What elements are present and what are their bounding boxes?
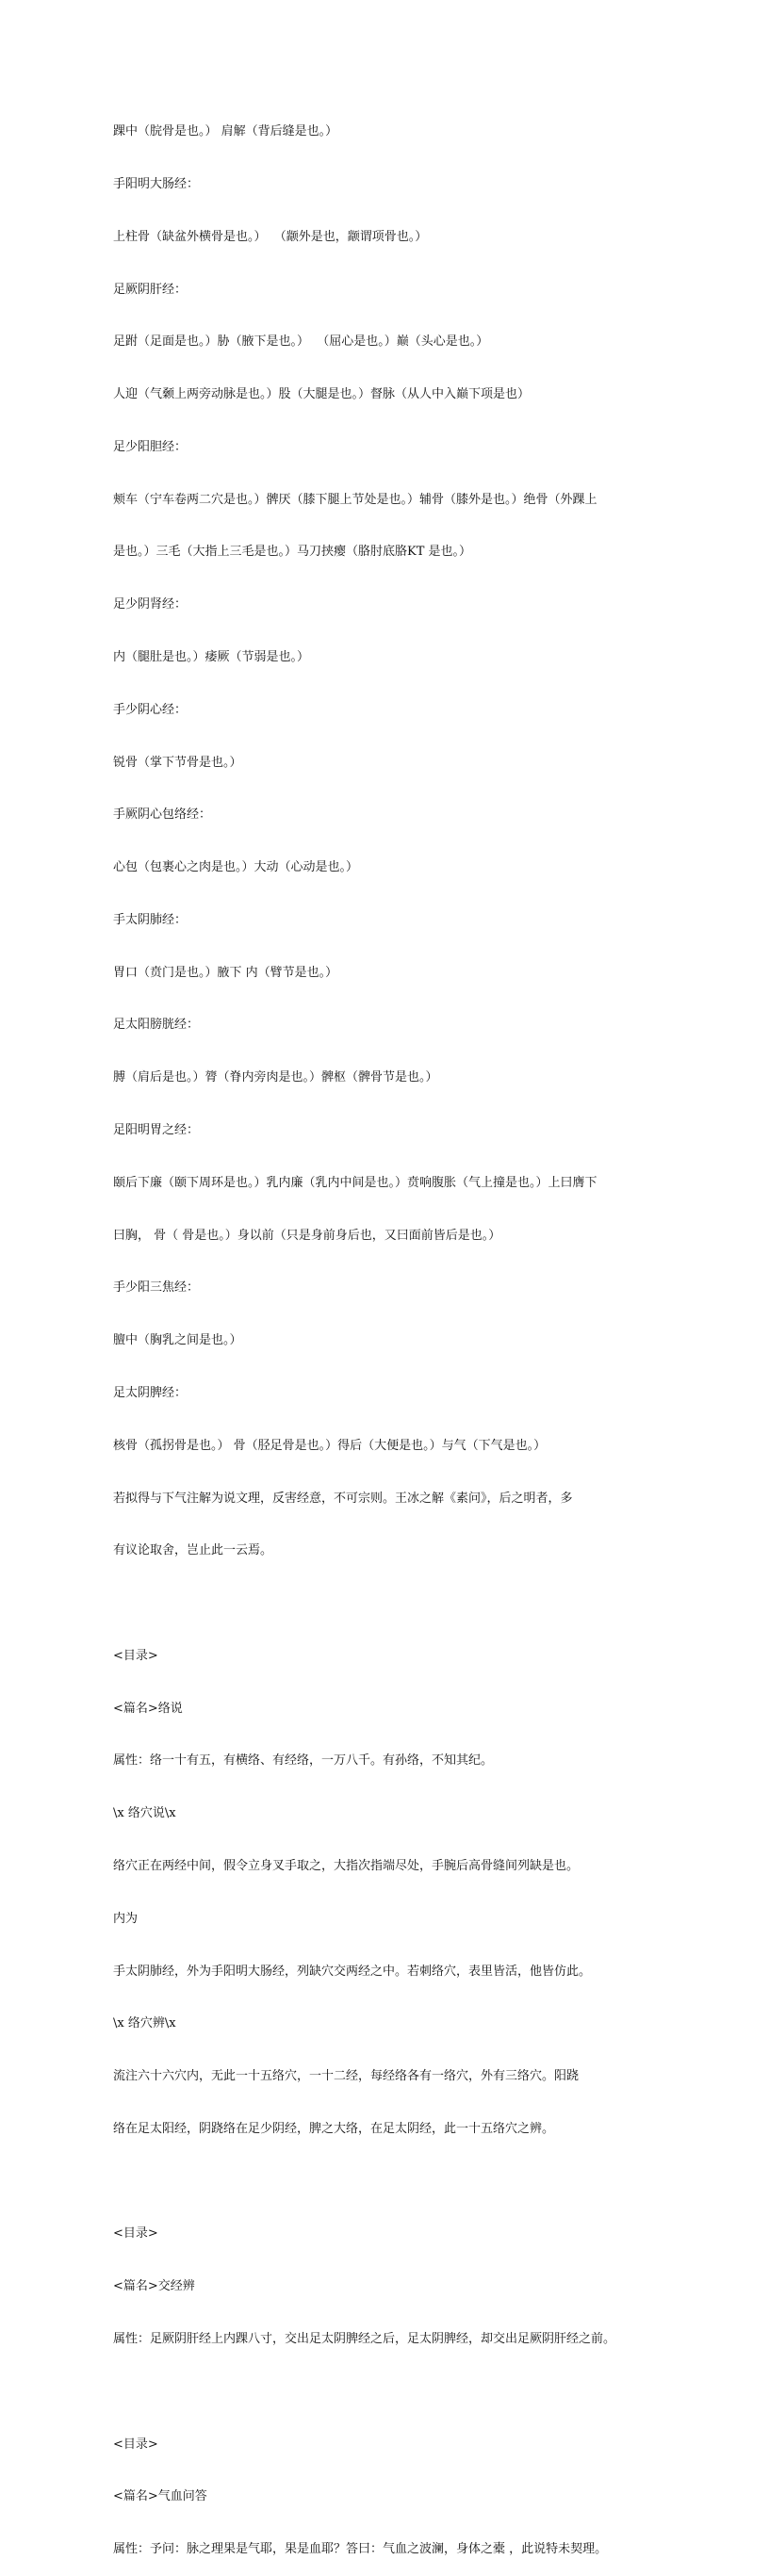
text-line: 胃口（贲门是也。）腋下 内（臂节是也。） <box>113 965 338 980</box>
chapter-title: <篇名>络说 <box>113 1701 183 1716</box>
text-line: 络穴正在两经中间，假令立身叉手取之，大指次指端尽处，手腕后高骨缝间列缺是也。 <box>113 1858 580 1873</box>
blank-line <box>113 2174 754 2192</box>
meridian-heading: 足厥阴肝经： <box>113 282 188 297</box>
meridian-heading: 足阳明胃之经： <box>113 1123 200 1138</box>
text-line: 内为 <box>113 1911 139 1926</box>
text-line: 膻中（胸乳之间是也。） <box>113 1333 242 1348</box>
text-line: 上柱骨（缺盆外横骨是也。） （颛外是也，颛谓项骨也。） <box>113 229 428 244</box>
text-line: 人迎（气颡上两旁动脉是也。）股（大腿是也。）督脉（从人中入巅下项是也） <box>113 387 531 402</box>
section-marker: \x 络穴说\x <box>113 1806 176 1821</box>
meridian-heading: 足太阳膀胱经： <box>113 1018 200 1033</box>
attribute-line: 属性：络一十有五，有横络、有经络，一万八千。有孙络，不知其纪。 <box>113 1753 494 1769</box>
meridian-heading: 手少阴心经： <box>113 702 188 717</box>
meridian-heading: 足少阳胆经： <box>113 439 188 454</box>
text-line: 颐后下廉（颐下周环是也。）乳内廉（乳内中间是也。）贲响腹胀（气上撞是也。）上曰膺下 <box>113 1175 597 1190</box>
attribute-line: 属性：足厥阴肝经上内踝八寸，交出足太阴脾经之后，足太阴脾经，却交出足厥阴肝经之前。 <box>113 2332 616 2346</box>
text-line: 核骨（孤拐骨是也。） 骨（胫足骨是也。）得后（大便是也。）与气（下气是也。） <box>113 1438 547 1453</box>
text-line: 络在足太阳经，阴跷络在足少阴经，脾之大络，在足太阴经，此一十五络穴之辨。 <box>113 2121 555 2136</box>
document-page <box>113 89 754 2576</box>
text-line: 手太阴肺经，外为手阳明大肠经，列缺穴交两经之中。若刺络穴，表里皆活，他皆仿此。 <box>113 1964 592 1979</box>
blank-line <box>113 2384 754 2402</box>
blank-line <box>113 1595 754 1613</box>
meridian-heading: 手阳明大肠经： <box>113 176 200 191</box>
chapter-title: <篇名>交经辨 <box>113 2279 195 2294</box>
text-line: 若拟得与下气注解为说文理，反害经意，不可宗则。王冰之解《素问》，后之明者，多 <box>113 1491 573 1506</box>
toc-marker: <目录> <box>113 2226 158 2242</box>
text-line: 颊车（宁车卷两二穴是也。）髀厌（膝下腿上节处是也。）辅骨（膝外是也。）绝骨（外踝上 <box>113 492 597 507</box>
text-line: 踝中（脘骨是也。） 肩解（背后缝是也。） <box>113 124 338 139</box>
text-line: 是也。）三毛（大指上三毛是也。）马刀挟瘿（胳肘底胳KT 是也。） <box>113 545 472 560</box>
meridian-heading: 手少阳三焦经： <box>113 1280 200 1296</box>
text-line: 足跗（足面是也。）胁（腋下是也。） （屈心是也。）巅（头心是也。） <box>113 334 489 350</box>
attribute-line: 属性：予问：脉之理果是气耶，果是血耶？答曰：气血之波澜，身体之橐 ，此说特未契理。 <box>113 2542 608 2557</box>
meridian-heading: 足太阴脾经： <box>113 1385 188 1400</box>
text-line: 曰胸， 骨（ 骨是也。）身以前（只是身前身后也，又曰面前皆后是也。） <box>113 1228 501 1243</box>
meridian-heading: 手厥阴心包络经： <box>113 807 212 823</box>
section-marker: \x 络穴辨\x <box>113 2016 176 2031</box>
text-line: 心包（包裹心之肉是也。）大动（心动是也。） <box>113 860 359 875</box>
text-line: 有议论取舍，岂止此一云焉。 <box>113 1543 273 1558</box>
text-line: 锐骨（掌下节骨是也。） <box>113 755 242 770</box>
meridian-heading: 手太阴肺经： <box>113 912 188 927</box>
toc-marker: <目录> <box>113 2437 158 2452</box>
toc-marker: <目录> <box>113 1648 158 1663</box>
chapter-title: <篇名>气血问答 <box>113 2489 207 2504</box>
text-line: 膊（肩后是也。）膂（脊内旁肉是也。）髀枢（髀骨节是也。） <box>113 1070 438 1085</box>
text-line: 内（腿肚是也。）痿厥（节弱是也。） <box>113 650 310 664</box>
text-line: 流注六十六穴内，无此一十五络穴，一十二经，每经络各有一络穴，外有三络穴。阳跷 <box>113 2069 580 2084</box>
meridian-heading: 足少阴肾经： <box>113 597 188 612</box>
